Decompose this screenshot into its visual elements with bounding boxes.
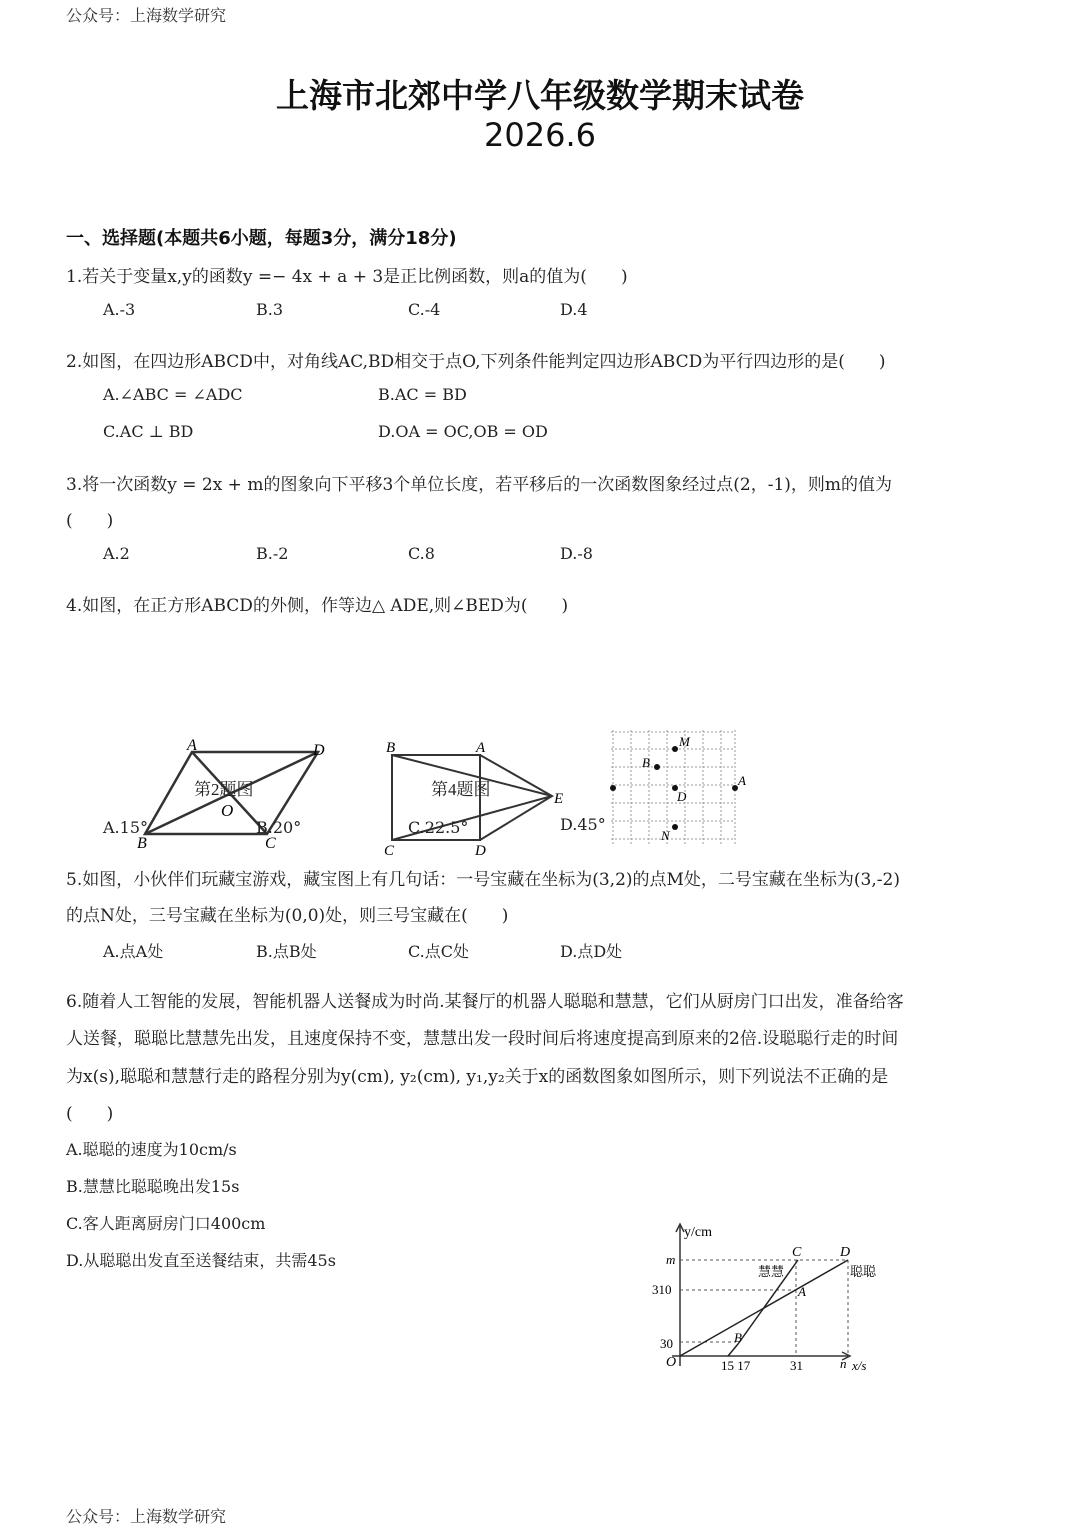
section-heading: 一、选择题(本题共6小题，每题3分，满分18分) — [66, 228, 457, 249]
q4-option-a: A.15° — [103, 818, 148, 837]
fig2-label-o: O — [221, 801, 234, 820]
footer-text: 公众号：上海数学研究 — [66, 1507, 227, 1526]
q2-option-c: C.AC ⊥ BD — [103, 422, 194, 441]
fig2-caption: 第2题图 — [194, 780, 254, 799]
q6-option-a: A.聪聪的速度为10cm/s — [66, 1140, 237, 1159]
page-title: 上海市北郊中学八年级数学期末试卷 — [276, 76, 804, 115]
graph6-point-c: C — [792, 1245, 802, 1260]
q3-option-c: C.8 — [408, 544, 435, 563]
q2-option-a: A.∠ABC = ∠ADC — [103, 385, 243, 404]
graph6-point-a: A — [798, 1284, 806, 1299]
graph6-point-d: D — [840, 1245, 851, 1260]
graph6-ytick-m: m — [666, 1252, 676, 1267]
fig2-label-d: D — [313, 742, 325, 759]
graph6-xtick-n: n — [840, 1356, 847, 1371]
header-text: 公众号：上海数学研究 — [66, 6, 227, 25]
q5-stem: 5.如图，小伙伴们玩藏宝游戏，藏宝图上有几句话：一号宝藏在坐标为(3,2)的点M处，二号宝藏在坐标为(3,-2) — [66, 870, 900, 890]
q1-stem: 1.若关于变量x,y的函数y =− 4x + a + 3是正比例函数，则a的值为( ) — [66, 267, 628, 287]
exam-date: 2026.6 — [484, 116, 596, 154]
q5-option-d: D.点D处 — [560, 942, 623, 961]
q3-stem: 3.将一次函数y = 2x + m的图象向下平移3个单位长度，若平移后的一次函数图象经过点(2，-1)，则m的值为 — [66, 475, 893, 495]
fig5-label-m: M — [679, 734, 690, 749]
graph6-origin: O — [666, 1355, 677, 1370]
q4-stem: 4.如图，在正方形ABCD的外侧，作等边△ ADE,则∠BED为( ) — [66, 596, 569, 616]
q5-option-b: B.点B处 — [256, 942, 317, 961]
fig4-label-b: B — [386, 740, 396, 756]
q2-stem: 2.如图，在四边形ABCD中，对角线AC,BD相交于点O,下列条件能判定四边形ABCD为平行四边形的是( ) — [66, 352, 886, 372]
q3-stem-cont: ( ) — [66, 511, 114, 531]
q6-option-c: C.客人距离厨房门口400cm — [66, 1214, 266, 1233]
fig4-label-c: C — [384, 843, 395, 858]
fig5-label-b: B — [642, 755, 650, 770]
q3-option-d: D.-8 — [560, 544, 593, 563]
fig2-label-c: C — [265, 835, 276, 850]
q6-stem-line3: 为x(s),聪聪和慧慧行走的路程分别为y(cm), y₂(cm), y₁,y₂关于x的函数图象如图所示，则下列说法不正确的是 — [66, 1067, 889, 1087]
q4-option-b: B.20° — [256, 818, 302, 837]
q6-option-d: D.从聪聪出发直至送餐结束，共需45s — [66, 1251, 336, 1270]
fig4-label-d: D — [475, 843, 486, 858]
q4-option-d: D.45° — [560, 815, 606, 834]
q5-option-a: A.点A处 — [103, 942, 164, 961]
graph6-ylabel: y/cm — [684, 1225, 712, 1240]
q5-stem-cont: 的点N处，三号宝藏在坐标为(0,0)处，则三号宝藏在( ) — [66, 906, 509, 926]
q6-stem-line2: 人送餐，聪聪比慧慧先出发，且速度保持不变，慧慧出发一段时间后将速度提高到原来的2倍.设聪聪行走的时间 — [66, 1029, 899, 1049]
q2-option-b: B.AC = BD — [378, 385, 467, 404]
q6-stem-line4: ( ) — [66, 1104, 114, 1124]
figure-q5 — [605, 728, 750, 848]
q1-option-a: A.-3 — [103, 300, 136, 319]
q6-stem-line1: 6.随着人工智能的发展，智能机器人送餐成为时尚.某餐厅的机器人聪聪和慧慧，它们从厨房门口出发，准备给客 — [66, 992, 904, 1012]
figure-q6-graph — [648, 1218, 888, 1383]
fig4-label-a: A — [476, 740, 486, 756]
fig5-label-n: N — [661, 828, 670, 843]
graph6-xtick-15-17: 15 17 — [721, 1358, 751, 1373]
graph6-series-huihui: 慧慧 — [758, 1264, 785, 1279]
q3-option-a: A.2 — [103, 544, 130, 563]
fig5-label-a: A — [738, 773, 746, 788]
graph6-point-b: B — [734, 1330, 742, 1345]
fig4-label-e: E — [554, 791, 564, 807]
q1-option-c: C.-4 — [408, 300, 441, 319]
graph6-xtick-31: 31 — [790, 1358, 803, 1373]
q2-option-d: D.OA = OC,OB = OD — [378, 422, 548, 441]
q1-option-b: B.3 — [256, 300, 284, 319]
fig2-label-b: B — [137, 835, 147, 850]
q3-option-b: B.-2 — [256, 544, 289, 563]
q6-option-b: B.慧慧比聪聪晚出发15s — [66, 1177, 240, 1196]
graph6-xlabel: x/s — [852, 1358, 867, 1373]
graph6-ytick-310: 310 — [652, 1282, 672, 1297]
fig2-label-a: A — [187, 738, 197, 754]
q4-option-c: C.22.5° — [408, 818, 469, 837]
graph6-ytick-30: 30 — [660, 1336, 673, 1351]
fig4-caption: 第4题图 — [431, 780, 491, 799]
graph6-series-congcong: 聪聪 — [850, 1264, 877, 1279]
q1-option-d: D.4 — [560, 300, 588, 319]
fig5-label-d: D — [677, 789, 687, 804]
q5-option-c: C.点C处 — [408, 942, 470, 961]
